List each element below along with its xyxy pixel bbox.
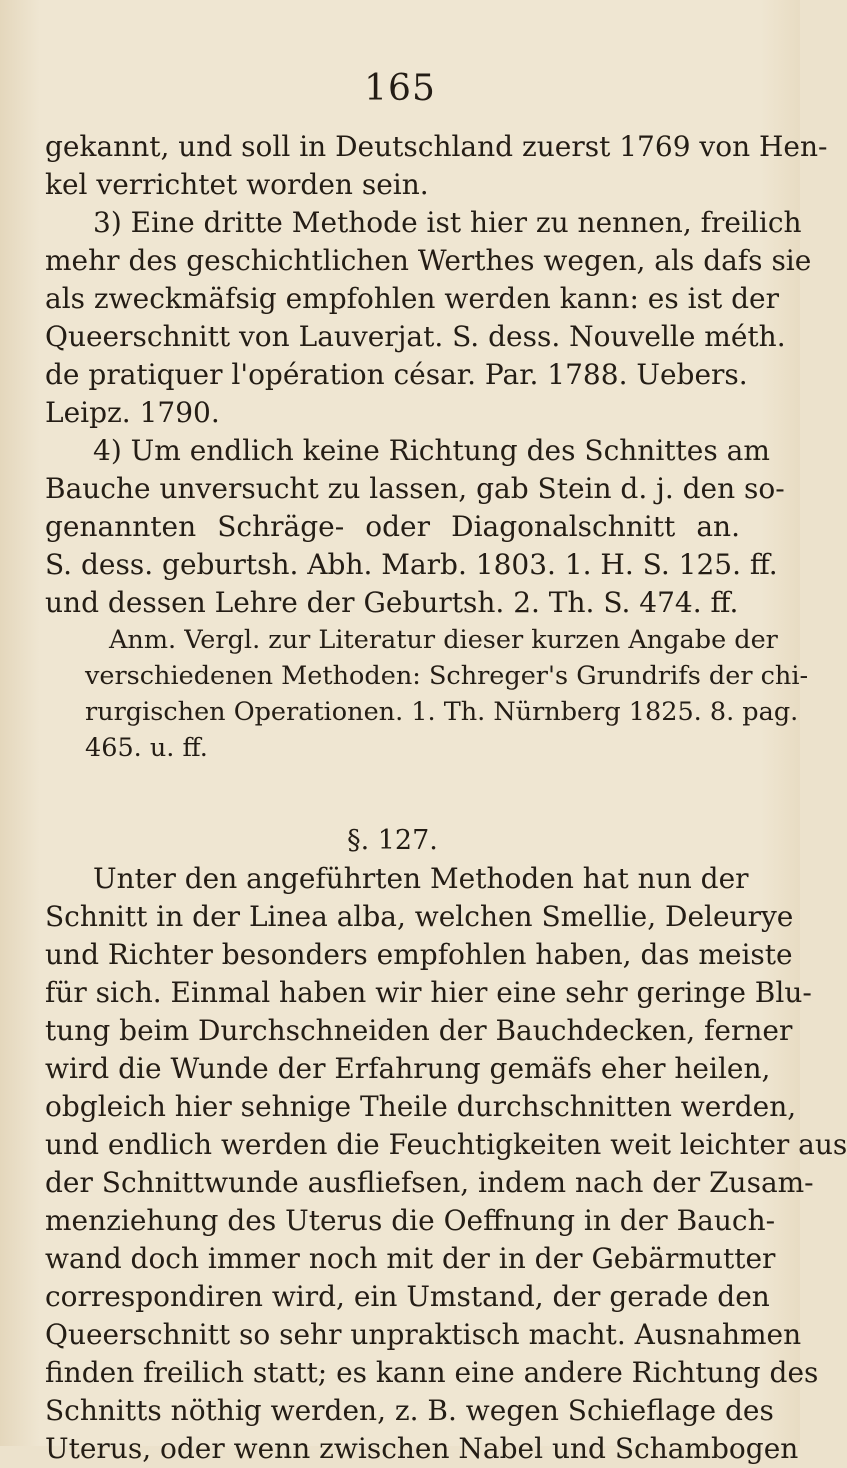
text-line: der Schnittwunde ausfliefsen, indem nach der Zusam-: [45, 1166, 814, 1199]
text-line: Schnitt in der Linea alba, welchen Smellie, Deleurye: [45, 900, 794, 933]
text-line: S. dess. geburtsh. Abh. Marb. 1803. 1. H. S. 125. ff.: [45, 548, 778, 581]
text-line: für sich. Einmal haben wir hier eine sehr geringe Blu-: [45, 976, 812, 1009]
text-line: wand doch immer noch mit der in der Gebärmutter: [45, 1242, 776, 1275]
text-line: Uterus, oder wenn zwischen Nabel und Schambogen: [45, 1432, 799, 1465]
text-line: 4) Um endlich keine Richtung des Schnittes am: [93, 434, 770, 467]
paragraph-section-127: [45, 860, 847, 1468]
note-line: rurgischen Operationen. 1. Th. Nürnberg 1825. 8. pag.: [85, 697, 799, 727]
body-text: [45, 128, 847, 1468]
paragraph-method-3: [45, 204, 812, 432]
text-line: menziehung des Uterus die Oeffnung in der Bauch-: [45, 1204, 776, 1237]
text-line: Bauche unversucht zu lassen, gab Stein d. j. den so-: [45, 472, 785, 505]
section-heading: §. 127.: [347, 825, 438, 856]
text-line: Unter den angeführten Methoden hat nun der: [93, 862, 749, 895]
annotation-note: [45, 622, 809, 766]
text-line: Queerschnitt so sehr unpraktisch macht. Ausnahmen: [45, 1318, 802, 1351]
text-line: de pratiquer l'opération césar. Par. 1788. Uebers.: [45, 358, 748, 391]
text-line: Schnitts nöthig werden, z. B. wegen Schieflage des: [45, 1394, 774, 1427]
text-line: obgleich hier sehnige Theile durchschnitten werden,: [45, 1090, 797, 1123]
text-line: und Richter besonders empfohlen haben, das meiste: [45, 938, 793, 971]
paragraph-method-4: [45, 432, 785, 622]
text-line: correspondiren wird, ein Umstand, der gerade den: [45, 1280, 770, 1313]
text-line: wird die Wunde der Erfahrung gemäfs eher heilen,: [45, 1052, 771, 1085]
text-line: als zweckmäfsig empfohlen werden kann: es ist der: [45, 282, 779, 315]
note-line: 465. u. ff.: [85, 733, 208, 763]
paragraph-intro: [45, 128, 828, 204]
note-line: verschiedenen Methoden: Schreger's Grundrifs der chi-: [85, 661, 809, 691]
text-line: gekannt, und soll in Deutschland zuerst 1769 von Hen-: [45, 130, 828, 163]
text-line: mehr des geschichtlichen Werthes wegen, als dafs sie: [45, 244, 812, 277]
text-line: finden freilich statt; es kann eine andere Richtung des: [45, 1356, 819, 1389]
page-number: 165: [364, 68, 436, 109]
text-line: und dessen Lehre der Geburtsh. 2. Th. S. 474. ff.: [45, 586, 739, 619]
text-line: genannten Schräge- oder Diagonalschnitt an.: [45, 510, 740, 543]
text-line: tung beim Durchschneiden der Bauchdecken, ferner: [45, 1014, 793, 1047]
text-line: Queerschnitt von Lauverjat. S. dess. Nouvelle méth.: [45, 320, 786, 353]
text-line: 3) Eine dritte Methode ist hier zu nennen, freilich: [93, 206, 802, 239]
text-line: kel verrichtet worden sein.: [45, 168, 429, 201]
text-line: Leipz. 1790.: [45, 396, 220, 429]
text-line: und endlich werden die Feuchtigkeiten weit leichter aus: [45, 1128, 847, 1161]
note-line: Anm. Vergl. zur Literatur dieser kurzen Angabe der: [109, 625, 778, 655]
